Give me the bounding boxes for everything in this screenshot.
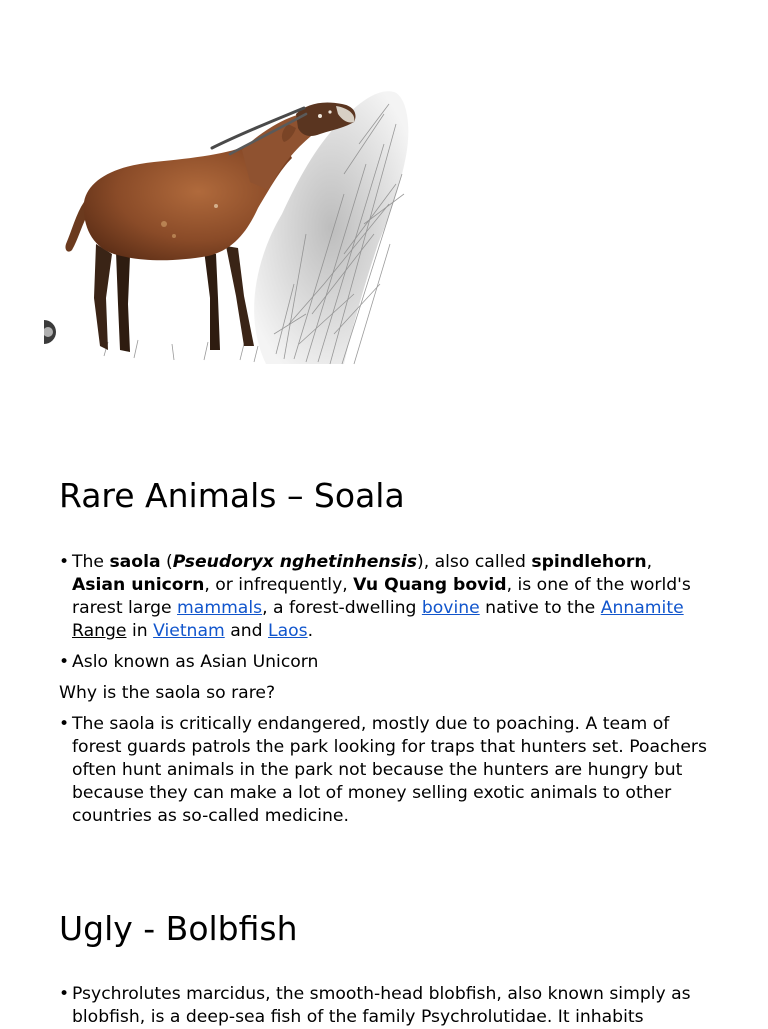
question-text: Why is the saola so rare?: [59, 683, 276, 703]
scientific-name: Pseudoryx nghetinhensis: [172, 552, 417, 572]
link-mammals[interactable]: mammals: [177, 598, 263, 618]
text-run: native to the: [479, 598, 601, 618]
link-laos[interactable]: Laos: [268, 621, 308, 641]
bold-term-vu-quang-bovid: Vu Quang bovid: [353, 575, 507, 595]
section-title: Ugly - Bolbfish: [59, 909, 298, 948]
saola-illustration: [44, 84, 420, 374]
bold-term-asian-unicorn: Asian unicorn: [72, 575, 205, 595]
section-title: Rare Animals – Soala: [59, 476, 405, 515]
text-run: .: [307, 621, 314, 641]
bullet-item: • Aslo known as Asian Unicorn: [59, 651, 709, 674]
link-annamite[interactable]: Annamite: [600, 598, 684, 618]
text-run: ), also called: [416, 552, 532, 572]
bold-term-spindlehorn: spindlehorn: [531, 552, 647, 572]
text-run: in: [126, 621, 154, 641]
text-run: , a forest-dwelling: [262, 598, 422, 618]
bullet-item: • Psychrolutes marcidus, the smooth-head blobfish, also known simply as blobfish, is a deep-sea fish of the family Psychrolutidae. It inhabits: [59, 983, 709, 1029]
text-run: and: [224, 621, 268, 641]
link-range[interactable]: Range: [72, 621, 127, 641]
text-run: The: [72, 552, 110, 572]
bold-term-saola: saola: [109, 552, 161, 572]
text-run: ,: [646, 552, 653, 572]
section-content: [59, 983, 709, 1029]
text-run: (: [160, 552, 173, 572]
section-content: [59, 551, 709, 828]
bullet-item: [59, 551, 709, 643]
bullet-item: • The saola is critically endangered, mostly due to poaching. A team of forest guards patrols the park looking for traps that hunters set. Poachers often hunt animals in the park not because the hunters are hungry but because they can make a lot of money selling exotic animals to other countries as so-called medicine.: [59, 713, 709, 828]
link-bovine[interactable]: bovine: [421, 598, 480, 618]
text-run: , is one of the world's rarest large: [72, 575, 691, 618]
text-run: , or infrequently,: [204, 575, 354, 595]
link-vietnam[interactable]: Vietnam: [153, 621, 225, 641]
